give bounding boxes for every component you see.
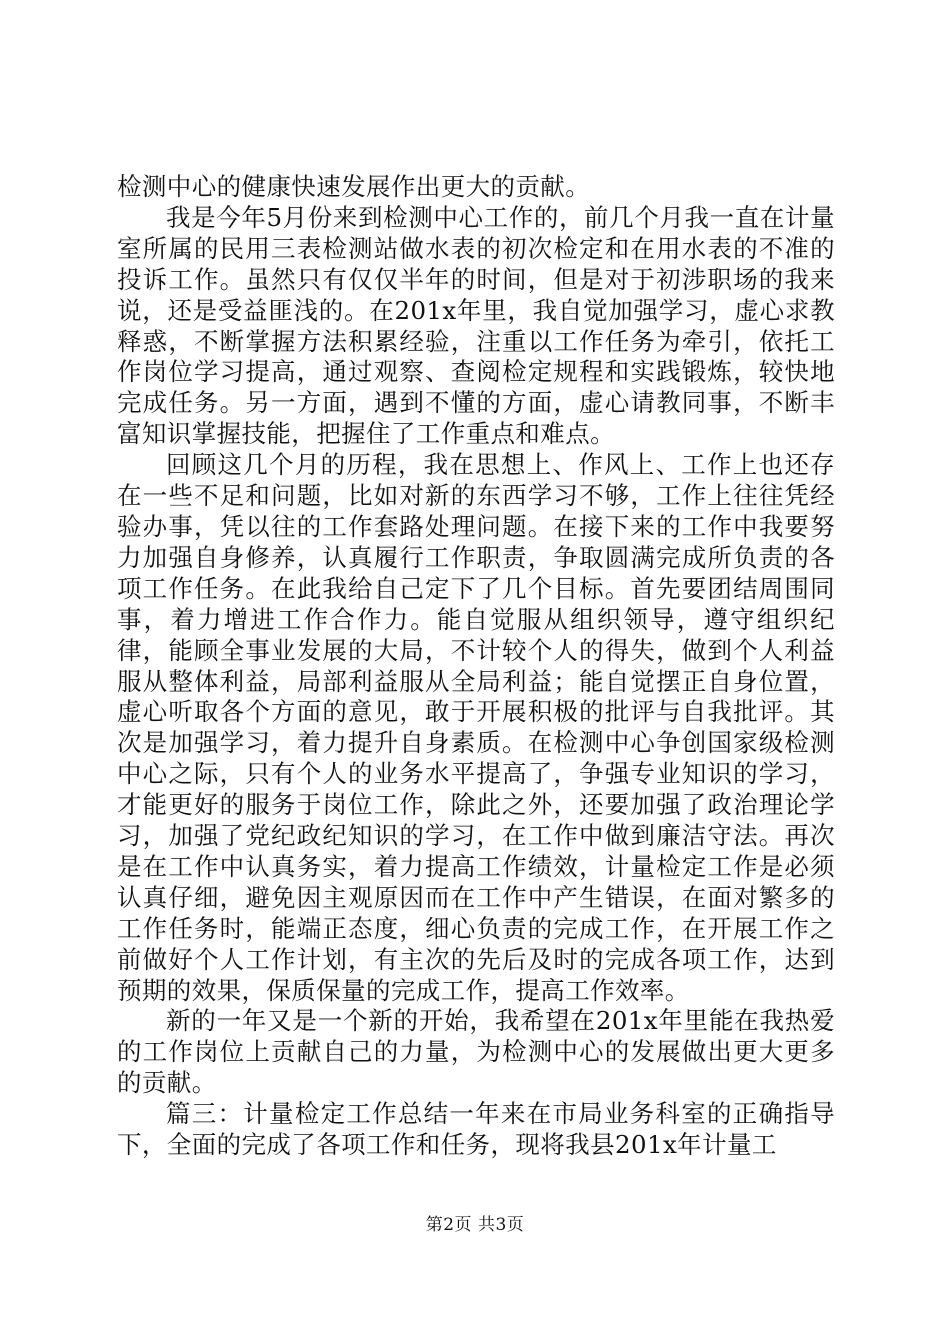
paragraph-new-year: 新的一年又是一个新的开始，我希望在201x年里能在我热爱的工作岗位上贡献自己的力量，为检测中心的发展做出更大更多的贡献。: [117, 1006, 835, 1098]
paragraph-continuation: 检测中心的健康快速发展作出更大的贡献。: [117, 172, 591, 201]
paragraph-part-three: 篇三：计量检定工作总结一年来在市局业务科室的正确指导下，全面的完成了各项工作和任务，现将我县201x年计量工: [117, 1099, 835, 1160]
paragraph-work-experience: 我是今年5月份来到检测中心工作的，前几个月我一直在计量室所属的民用三表检测站做水表的初次检定和在用水表的不准的投诉工作。虽然只有仅仅半年的时间，但是对于初涉职场的我来说，还是受益匪浅的。在201x年里，我自觉加强学习，虚心求教释惑，不断掌握方法积累经验，注重以工作任务为牵引，依托工作岗位学习提高，通过观察、查阅检定规程和实践锻炼，较快地完成任务。另一方面，遇到不懂的方面，虚心请教同事，不断丰富知识掌握技能，把握住了工作重点和难点。: [117, 202, 835, 449]
document-body: [117, 172, 835, 1161]
page-number-footer: 第2页 共3页: [425, 1215, 525, 1235]
paragraph-review-and-goals: 回顾这几个月的历程，我在思想上、作风上、工作上也还存在一些不足和问题，比如对新的东西学习不够，工作上往往凭经验办事，凭以往的工作套路处理问题。在接下来的工作中我要努力加强自身修养，认真履行工作职责，争取圆满完成所负责的各项工作任务。在此我给自己定下了几个目标。首先要团结周围同事，着力增进工作合作力。能自觉服从组织领导，遵守组织纪律，能顾全事业发展的大局，不计较个人的得失，做到个人利益服从整体利益，局部利益服从全局利益；能自觉摆正自身位置，虚心听取各个方面的意见，敢于开展积极的批评与自我批评。其次是加强学习，着力提升自身素质。在检测中心争创国家级检测中心之际，只有个人的业务水平提高了，争强专业知识的学习，才能更好的服务于岗位工作，除此之外，还要加强了政治理论学习，加强了党纪政纪知识的学习，在工作中做到廉洁守法。再次是在工作中认真务实，着力提高工作绩效，计量检定工作是必须认真仔细，避免因主观原因而在工作中产生错误，在面对繁多的工作任务时，能端正态度，细心负责的完成工作，在开展工作之前做好个人工作计划，有主次的先后及时的完成各项工作，达到预期的效果，保质保量的完成工作，提高工作效率。: [117, 450, 835, 1005]
